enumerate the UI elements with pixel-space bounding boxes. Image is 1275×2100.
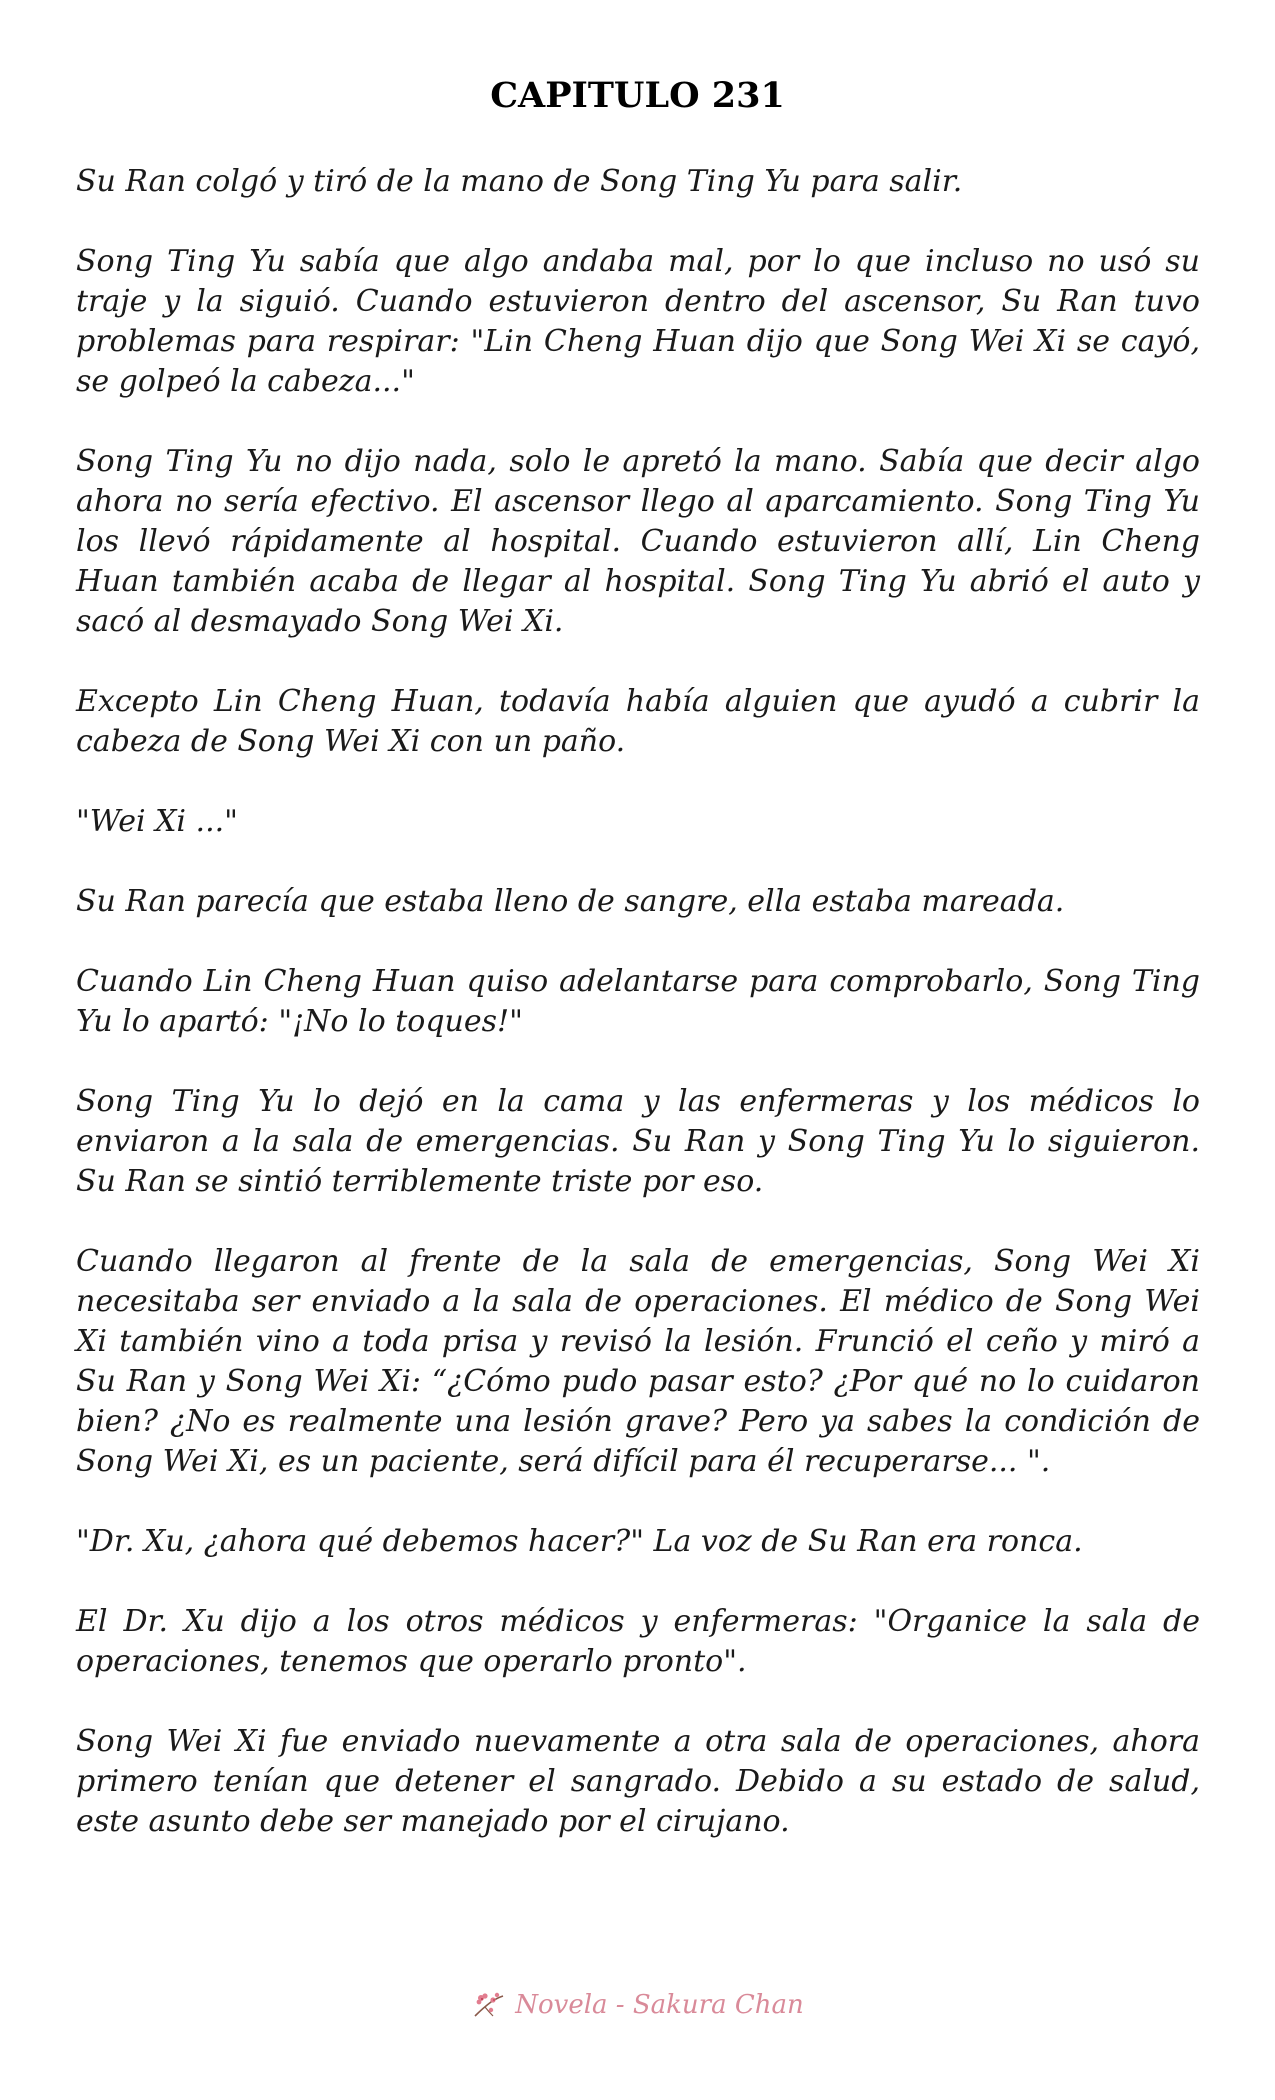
paragraph: Su Ran parecía que estaba lleno de sangre, ella estaba mareada. [76, 884, 1065, 919]
watermark [0, 1990, 1275, 2020]
chapter-title: CAPITULO 231 [490, 75, 785, 116]
paragraph: "Wei Xi ..." [76, 804, 238, 839]
paragraph: Excepto Lin Cheng Huan, todavía había alguien que ayudó a cubrir la cabeza de Song Wei Xi con un paño. [76, 684, 1200, 759]
chapter-body [76, 162, 1200, 1842]
paragraph: "Dr. Xu, ¿ahora qué debemos hacer?" La voz de Su Ran era ronca. [76, 1524, 1083, 1559]
paragraph: El Dr. Xu dijo a los otros médicos y enfermeras: "Organice la sala de operaciones, tenemos que operarlo pronto". [76, 1604, 1200, 1679]
paragraph: Song Ting Yu sabía que algo andaba mal, por lo que incluso no usó su traje y la siguió. Cuando estuvieron dentro del ascensor, Su Ran tuvo problemas para respirar: "Lin Cheng Huan dijo que Song Wei Xi se cayó, se golpeó la cabeza..." [76, 244, 1200, 399]
paragraph: Song Ting Yu lo dejó en la cama y las enfermeras y los médicos lo enviaron a la sala de emergencias. Su Ran y Song Ting Yu lo siguieron. Su Ran se sintió terriblemente triste por eso. [76, 1084, 1200, 1199]
paragraph: Cuando Lin Cheng Huan quiso adelantarse para comprobarlo, Song Ting Yu lo apartó: "¡No lo toques!" [76, 964, 1200, 1039]
paragraph: Song Ting Yu no dijo nada, solo le apretó la mano. Sabía que decir algo ahora no sería efectivo. El ascensor llego al aparcamiento. Song Ting Yu los llevó rápidamente al hospital. Cuando estuvieron allí, Lin Cheng Huan también acaba de llegar al hospital. Song Ting Yu abrió el auto y sacó al desmayado Song Wei Xi. [76, 444, 1200, 639]
sakura-blossom-icon [471, 1990, 507, 2020]
paragraph: Su Ran colgó y tiró de la mano de Song Ting Yu para salir. [76, 164, 963, 199]
paragraph: Song Wei Xi fue enviado nuevamente a otra sala de operaciones, ahora primero tenían que detener el sangrado. Debido a su estado de salud, este asunto debe ser manejado por el cirujano. [76, 1724, 1200, 1839]
paragraph: Cuando llegaron al frente de la sala de emergencias, Song Wei Xi necesitaba ser enviado a la sala de operaciones. El médico de Song Wei Xi también vino a toda prisa y revisó la lesión. Frunció el ceño y miró a Su Ran y Song Wei Xi: “¿Cómo pudo pasar esto? ¿Por qué no lo cuidaron bien? ¿No es realmente una lesión grave? Pero ya sabes la condición de Song Wei Xi, es un paciente, será difícil para él recuperarse... ". [76, 1244, 1200, 1479]
watermark-text: Novela - Sakura Chan [515, 1990, 804, 2020]
